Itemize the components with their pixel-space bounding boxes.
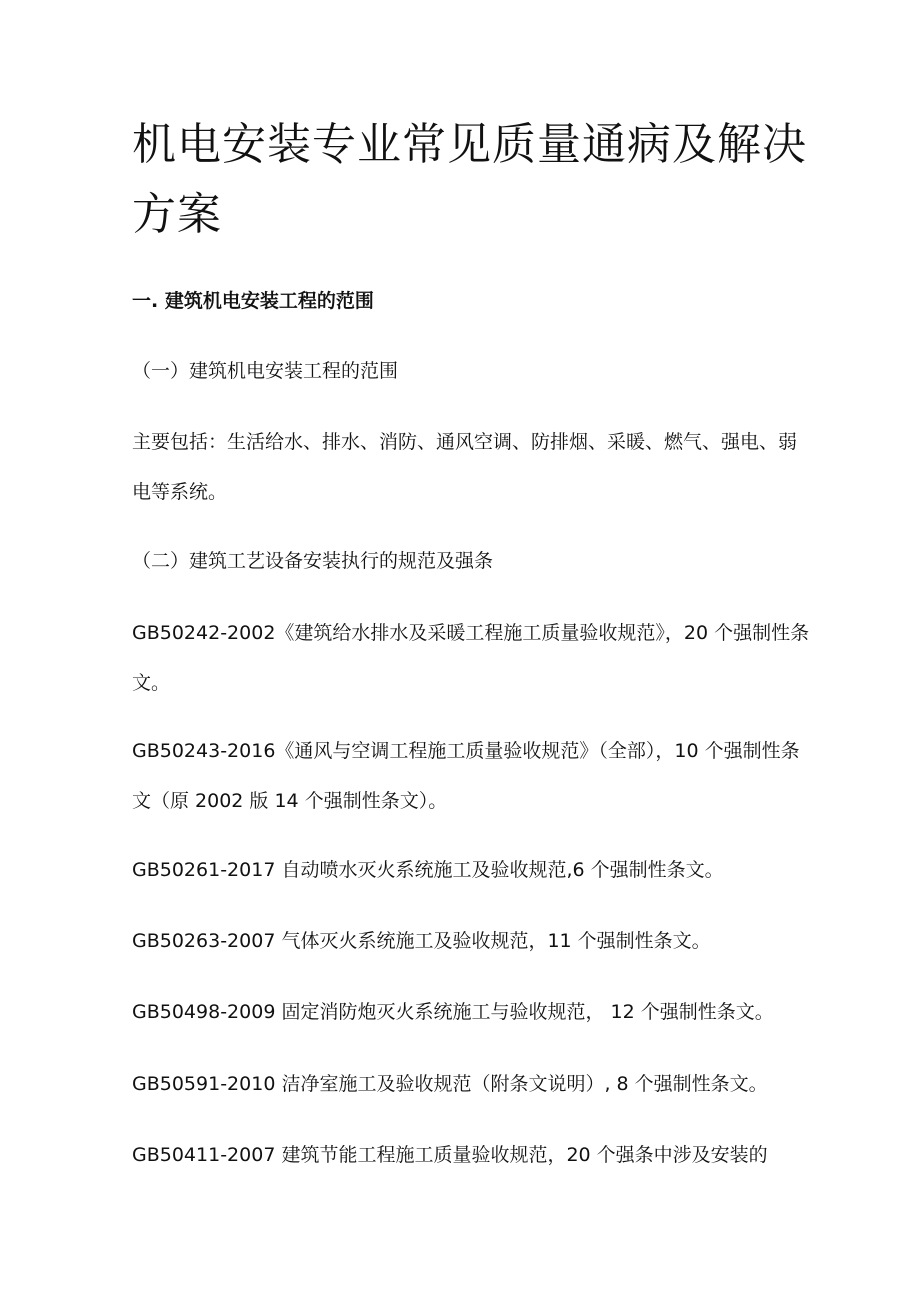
- subsection-heading-scope: （一）建筑机电安装工程的范围: [132, 360, 399, 382]
- standard-item-gb50411: GB50411-2007 建筑节能工程施工质量验收规范，20 个强条中涉及安装的: [132, 1144, 768, 1166]
- standard-item-gb50263: GB50263-2007 气体灭火系统施工及验收规范，11 个强制性条文。: [132, 930, 711, 952]
- standard-item-gb50243: GB50243-2016《通风与空调工程施工质量验收规范》（全部），10 个强制性条文（原 2002 版 14 个强制性条文）。: [132, 740, 800, 812]
- standard-item-gb50261: GB50261-2017 自动喷水灭火系统施工及验收规范,6 个强制性条文。: [132, 859, 724, 881]
- document-title: 机电安装专业常见质量通病及解决方案: [132, 119, 807, 240]
- standard-item-gb50591: GB50591-2010 洁净室施工及验收规范（附条文说明）, 8 个强制性条文。: [132, 1073, 768, 1095]
- scope-paragraph: 主要包括：生活给水、排水、消防、通风空调、防排烟、采暖、燃气、强电、弱电等系统。: [132, 431, 798, 503]
- section-heading-scope: 一. 建筑机电安装工程的范围: [132, 290, 374, 312]
- standard-item-gb50498: GB50498-2009 固定消防炮灭火系统施工与验收规范， 12 个强制性条文。: [132, 1001, 774, 1023]
- standard-item-gb50242: GB50242-2002《建筑给水排水及采暖工程施工质量验收规范》，20 个强制性条文。: [132, 622, 810, 694]
- subsection-heading-standards: （二）建筑工艺设备安装执行的规范及强条: [132, 550, 494, 572]
